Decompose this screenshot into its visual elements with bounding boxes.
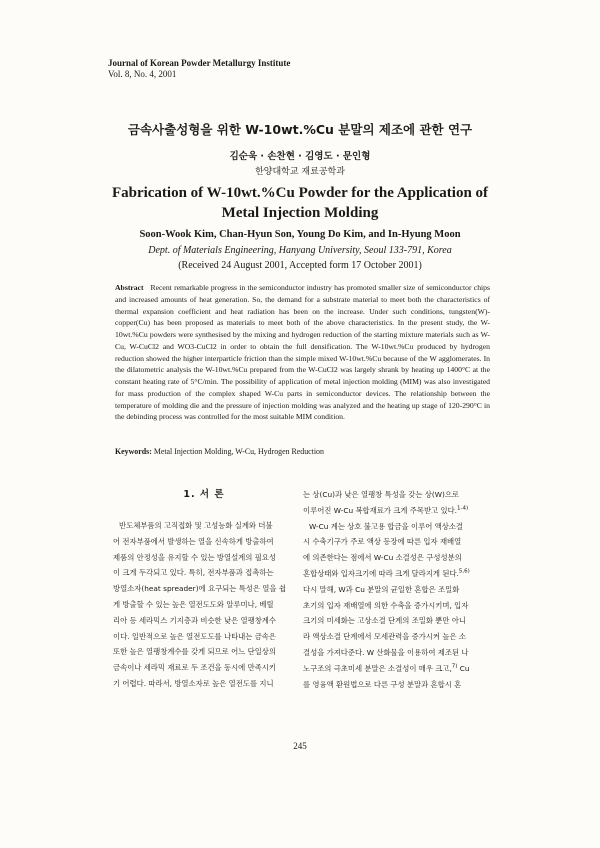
body-line: 라 액상소결 단계에서 모세관력을 증가시켜 높은 소 — [303, 632, 466, 642]
korean-affiliation: 한양대학교 재료공학과 — [255, 167, 345, 177]
korean-title: 금속사출성형을 위한 W-10wt.%Cu 분말의 제조에 관한 연구 — [127, 122, 473, 137]
body-line: 반도체부품의 고직접화 및 고성능화 실계와 더불 — [119, 521, 273, 530]
english-authors: Soon-Wook Kim, Chan-Hyun Son, Young Do Kim, and In-Hyung Moon — [139, 229, 461, 240]
body-line: 이다. 일반적으로 높은 열전도도를 나타내는 금속은 — [113, 631, 276, 641]
body-line: 혼합상태와 입자크기에 따라 크게 달라지게 된다.$^{5,6)}$ — [303, 568, 470, 578]
korean-authors: 김순욱 · 손찬현 · 김영도 · 문인형 — [229, 151, 371, 162]
body-line: 초기의 입자 재배열에 의한 수축을 증가시키며, 입자 — [303, 600, 469, 610]
body-line: 에 의존한다는 점에서 W-Cu 소결성은 구성성분의 — [303, 553, 462, 563]
english-title-line-2: Metal Injection Molding — [221, 205, 379, 221]
body-line: 또한 높은 열팽창계수를 갖게 되므로 어느 단일상의 — [113, 647, 276, 657]
english-title-line-1: Fabrication of W-10wt.%Cu Powder for the Application of — [111, 185, 489, 201]
body-line: 시 수축기구가 주로 액상 등장에 따른 입자 재배열 — [303, 537, 462, 547]
english-affiliation: Dept. of Materials Engineering, Hanyang University, Seoul 133-791, Korea — [148, 245, 452, 256]
abstract — [115, 282, 490, 423]
page-number: 245 — [293, 741, 307, 751]
body-line: 다시 말해, W과 Cu 분말의 균일한 혼합은 조밀화 — [303, 584, 460, 594]
body-line: 이루어진 W-Cu 복합재료가 크게 주목받고 있다.$^{1-4)}$ — [303, 505, 469, 515]
body-column-left — [113, 487, 295, 692]
body-line: 이 크게 두각되고 있다. 특히, 전자부품과 접촉하는 — [113, 568, 274, 578]
keywords-text: Metal Injection Molding, W-Cu, Hydrogen Reduction — [153, 447, 324, 456]
body-line: 리아 등 세라믹스 기지층과 비슷한 낮은 열팽창계수 — [113, 615, 276, 625]
keywords-label: Keywords: — [115, 447, 152, 456]
body-line: 제품의 안정성을 유지할 수 있는 방열설계의 필요성 — [113, 552, 276, 562]
abstract-label: Abstract — [115, 283, 144, 292]
body-line: 기 어렵다. 따라서, 방열소자로 높은 열전도를 지니 — [113, 678, 274, 688]
body-line: 는 상(Cu)과 낮은 열팽창 특성을 갖는 상(W)으로 — [303, 490, 460, 499]
keywords — [115, 447, 490, 456]
body-line: 노구조의 극초미세 분말은 소결성이 매우 크고,$^{7)}$ Cu — [303, 663, 470, 673]
body-line: 를 영융액 환원법으로 다른 구성 분말과 혼합시 혼 — [303, 679, 462, 689]
english-title — [0, 183, 600, 223]
body-line: 방열소자(heat spreader)에 요구되는 특성은 열을 쉽 — [113, 584, 286, 594]
section-heading: 1. 서 론 — [183, 489, 225, 500]
journal-header — [108, 58, 290, 80]
body-line: W-Cu 계는 상호 불고용 합금을 이루어 액상소결 — [309, 521, 464, 531]
received-dates: (Received 24 August 2001, Accepted form 17 October 2001) — [178, 260, 422, 271]
body-line: 금속이나 세라믹 재료로 두 조건을 동시에 만족시키 — [113, 663, 276, 673]
body-line: 어 전자부품에서 발생하는 열을 신속하게 방출하여 — [113, 536, 274, 546]
body-line: 게 방출할 수 있는 높은 열전도도와 알루미나, 베릴 — [113, 599, 274, 609]
journal-volume: Vol. 8, No. 4, 2001 — [108, 69, 177, 79]
body-line: 결성을 가져다준다. W 산화물을 이용하여 제조된 나 — [303, 647, 469, 657]
body-column-right — [303, 487, 491, 692]
abstract-text: Recent remarkable progress in the semiconductor industry has promoted smaller size of semiconductor chips and increased amounts of heat generation. So, the demand for a substrate material to meet both the characteristics of thermal expansion coefficient and heat radiation has been on the increase. Under such conditions, tungsten(W)-copper(Cu) has been proposed as materials to meet both of the above characteristics. In the present study, the W-10wt.%Cu powders were synthesised by the mixing and hydrogen reduction of the starting mixture materials such as W-Cu, W-CuCl2 and WO3-CuCl2 in order to obtain the full densification. The W-10wt.%Cu produced by hydrogen reduction showed the higher interparticle friction than the simple mixed W-10wt.%Cu because of the W agglomerates. In the dilatometric analysis the W-10wt.%Cu prepared from the W-CuCl2 was largely shrank by heating up 1400°C at the constant heating rate of 5°C/min. The possibility of application of metal injection molding (MIM) was also investigated for mass production of the complex shaped W-Cu parts in semiconductor devices. The relationship between the temperature of molding die and the pressure of injection molding was analyzed and the heating up stage of 120-290°C in the debinding process was controlled for the most suitable MIM condition. — [115, 283, 491, 422]
body-line: 크기의 미세화는 고상소결 단계의 조밀화 뿐만 아니 — [303, 616, 466, 626]
journal-name: Journal of Korean Powder Metallurgy Institute — [108, 58, 291, 68]
